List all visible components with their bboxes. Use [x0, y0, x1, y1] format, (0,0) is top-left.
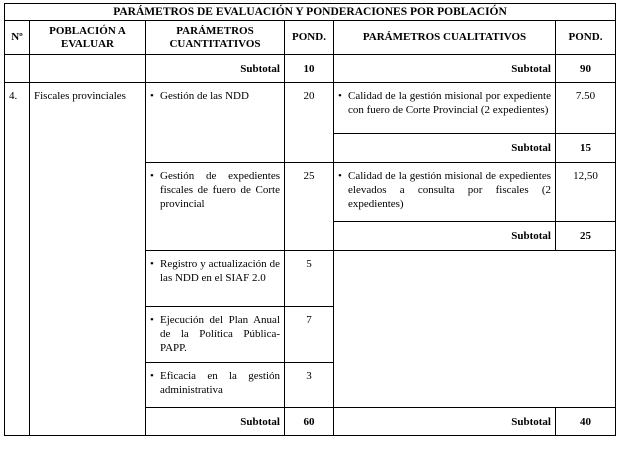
quant-item: [146, 83, 285, 163]
empty-cell: [5, 55, 30, 83]
evaluation-table: [4, 3, 616, 436]
quant-item: [146, 307, 285, 363]
bullet-icon: •: [150, 258, 154, 270]
subtotal-label: Subtotal: [334, 55, 556, 83]
qual-item: [334, 163, 556, 222]
header-num: Nº: [5, 21, 30, 55]
subtotal-label: Subtotal: [334, 222, 556, 251]
bullet-icon: •: [338, 170, 342, 182]
subtotal-quant-value: 60: [285, 408, 334, 436]
quant-item-pond: 5: [285, 251, 334, 307]
table-title: PARÁMETROS DE EVALUACIÓN Y PONDERACIONES POR POBLACIÓN: [5, 4, 616, 21]
row-number: 4.: [5, 83, 30, 436]
subtotal-label: Subtotal: [146, 55, 285, 83]
quant-item-text: Eficacia en la gestión administrativa: [160, 370, 280, 396]
quant-item-text: Ejecución del Plan Anual de la Política Pública- PAPP.: [160, 314, 280, 354]
qual-item-subtotal: 25: [556, 222, 616, 251]
subtotal-label: Subtotal: [146, 408, 285, 436]
subtotal-qual-value: 40: [556, 408, 616, 436]
header-cualitativos: PARÁMETROS CUALITATIVOS: [334, 21, 556, 55]
bullet-icon: •: [150, 370, 154, 382]
subtotal-qual-value: 90: [556, 55, 616, 83]
header-pond-qual: POND.: [556, 21, 616, 55]
quant-item: [146, 251, 285, 307]
table-row: [5, 83, 616, 134]
quant-item-pond: 20: [285, 83, 334, 163]
qual-item-subtotal: 15: [556, 134, 616, 163]
subtotal-quant-value: 10: [285, 55, 334, 83]
qual-item-pond: 7.50: [556, 83, 616, 134]
quant-item-pond: 7: [285, 307, 334, 363]
quant-item: [146, 363, 285, 408]
header-poblacion: POBLACIÓN A EVALUAR: [30, 21, 146, 55]
subtotal-label: Subtotal: [334, 134, 556, 163]
quant-item-text: Gestión de expedientes fiscales de fuero de Corte provincial: [160, 170, 280, 210]
population-name: Fiscales provinciales: [30, 83, 146, 436]
qual-item-text: Calidad de la gestión misional por expediente con fuero de Corte Provincial (2 expedientes): [348, 90, 551, 116]
bullet-icon: •: [150, 90, 154, 102]
quant-item-text: Gestión de las NDD: [160, 90, 249, 102]
subtotal-label: Subtotal: [334, 408, 556, 436]
bullet-icon: •: [338, 90, 342, 102]
bullet-icon: •: [150, 314, 154, 326]
bullet-icon: •: [150, 170, 154, 182]
empty-cell: [30, 55, 146, 83]
header-cuantitativos: PARÁMETROS CUANTITATIVOS: [146, 21, 285, 55]
header-row: [5, 21, 616, 55]
quant-item: [146, 163, 285, 251]
qual-item-text: Calidad de la gestión misional de expedientes elevados a consulta por fiscales (2 expedientes): [348, 170, 551, 210]
header-pond-quant: POND.: [285, 21, 334, 55]
qual-item: [334, 83, 556, 134]
evaluation-table-wrapper: [4, 3, 616, 436]
quant-item-pond: 3: [285, 363, 334, 408]
quant-item-pond: 25: [285, 163, 334, 251]
top-subtotal-row: [5, 55, 616, 83]
title-row: [5, 4, 616, 21]
empty-cell: [334, 251, 616, 408]
quant-item-text: Registro y actualización de las NDD en el SIAF 2.0: [160, 258, 280, 284]
qual-item-pond: 12,50: [556, 163, 616, 222]
